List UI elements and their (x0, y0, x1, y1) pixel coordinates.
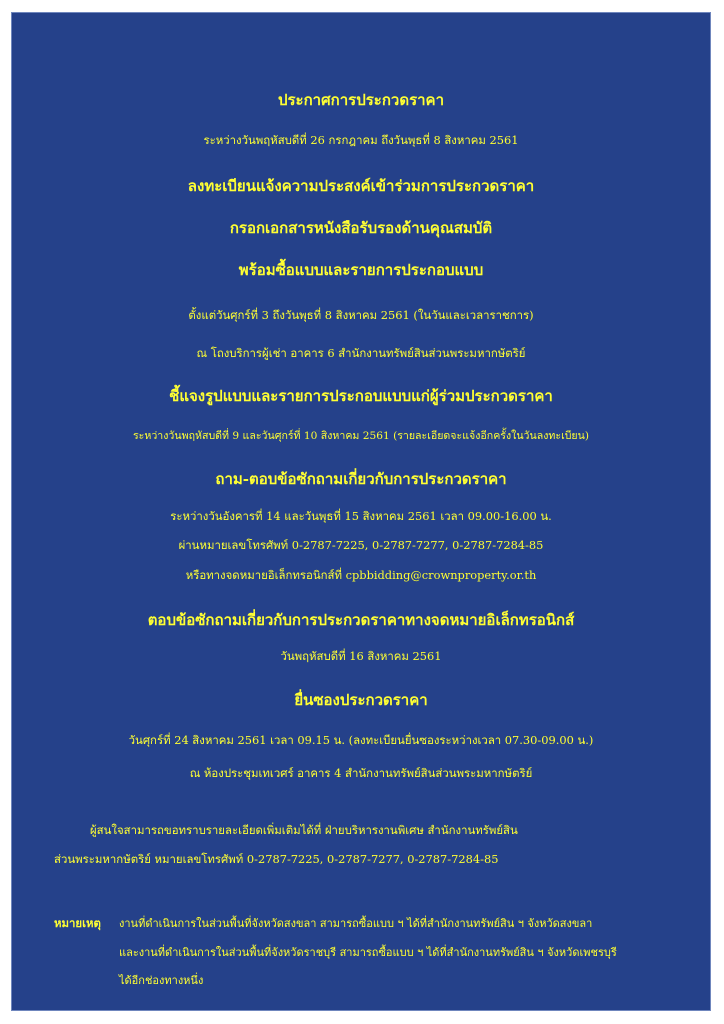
note-label: หมายเหตุ (54, 916, 101, 930)
clarification-heading: ชี้แจงรูปแบบและรายการประกอบแบบแก่ผู้ร่วมประกวดราคา (169, 387, 553, 405)
qa-heading: ถาม-ตอบข้อซักถามเกี่ยวกับการประกวดราคา (215, 470, 507, 488)
registration-heading-2: กรอกเอกสารหนังสือรับรองด้านคุณสมบัติ (229, 219, 493, 237)
registration-location: ณ โถงบริการผู้เช่า อาคาร 6 สำนักงานทรัพย์สินส่วนพระมหากษัตริย์ (196, 346, 526, 360)
note-line-2: และงานที่ดำเนินการในส่วนพื้นที่จังหวัดราชบุรี สามารถซื้อแบบ ฯ ได้ที่สำนักงานทรัพย์สิน ฯ จังหวัดเพชรบุรี (119, 946, 617, 959)
contact-line-2: ส่วนพระมหากษัตริย์ หมายเลขโทรศัพท์ 0-2787-7225, 0-2787-7277, 0-2787-7284-85 (54, 852, 499, 866)
submission-location: ณ ห้องประชุมเทเวศร์ อาคาร 4 สำนักงานทรัพย์สินส่วนพระมหากษัตริย์ (189, 766, 533, 780)
registration-heading-3: พร้อมซื้อแบบและรายการประกอบแบบ (238, 261, 484, 279)
announcement-period: ระหว่างวันพฤหัสบดีที่ 26 กรกฎาคม ถึงวันพุธที่ 8 สิงหาคม 2561 (203, 133, 519, 147)
announcement-title: ประกาศการประกวดราคา (277, 91, 445, 109)
registration-dates: ตั้งแต่วันศุกร์ที่ 3 ถึงวันพุธที่ 8 สิงหาคม 2561 (ในวันและเวลาราชการ) (188, 308, 534, 322)
answers-date: วันพฤหัสบดีที่ 16 สิงหาคม 2561 (280, 649, 442, 663)
note-line-1: งานที่ดำเนินการในส่วนพื้นที่จังหวัดสงขลา สามารถซื้อแบบ ฯ ได้ที่สำนักงานทรัพย์สิน ฯ จังหวัดสงขลา (119, 917, 593, 930)
submission-heading: ยื่นซองประกวดราคา (294, 691, 428, 709)
answers-heading: ตอบข้อซักถามเกี่ยวกับการประกวดราคาทางจดหมายอิเล็กทรอนิกส์ (147, 611, 575, 629)
note-line-3: ได้อีกช่องทางหนึ่ง (119, 974, 204, 987)
qa-dates: ระหว่างวันอังคารที่ 14 และวันพุธที่ 15 สิงหาคม 2561 เวลา 09.00-16.00 น. (170, 509, 552, 523)
qa-email: หรือทางจดหมายอิเล็กทรอนิกส์ที่ cpbbidding@crownproperty.or.th (185, 568, 537, 582)
contact-line-1: ผู้สนใจสามารถขอทราบรายละเอียดเพิ่มเติมได้ที่ ฝ่ายบริหารงานพิเศษ สำนักงานทรัพย์สิน (90, 823, 518, 837)
announcement-panel (11, 12, 711, 1011)
registration-heading-1: ลงทะเบียนแจ้งความประสงค์เข้าร่วมการประกวดราคา (187, 177, 535, 195)
qa-phone: ผ่านหมายเลขโทรศัพท์ 0-2787-7225, 0-2787-7277, 0-2787-7284-85 (178, 538, 544, 552)
submission-date: วันศุกร์ที่ 24 สิงหาคม 2561 เวลา 09.15 น. (ลงทะเบียนยื่นซองระหว่างเวลา 07.30-09.00 น.) (128, 733, 594, 747)
clarification-dates: ระหว่างวันพฤหัสบดีที่ 9 และวันศุกร์ที่ 10 สิงหาคม 2561 (รายละเอียดจะแจ้งอีกครั้งในวันลงทะเบียน) (132, 430, 590, 442)
